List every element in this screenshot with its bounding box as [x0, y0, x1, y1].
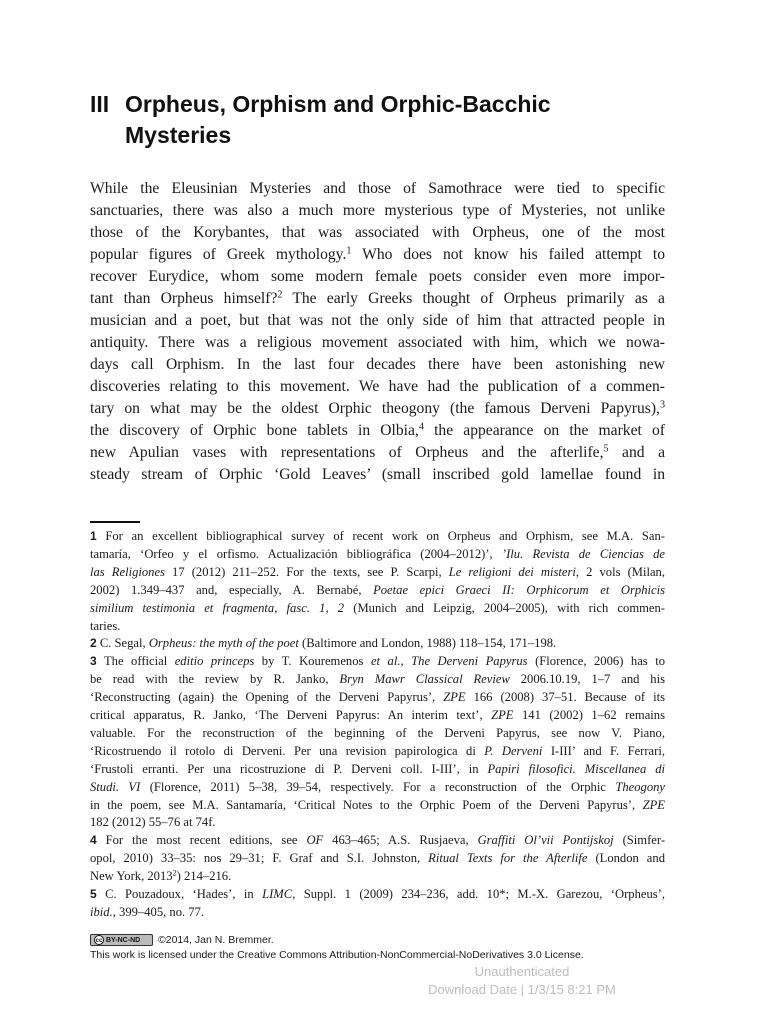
chapter-title-line-1: Orpheus, Orphism and Orphic-Bacchic: [125, 91, 551, 117]
body-line: new Apulian vases with representations of Orpheus and the afterlife,$^5$ and a: [90, 443, 666, 461]
download-watermark: [418, 963, 626, 999]
footnote-line: New York, 2013$^2$) 214–216.: [90, 868, 232, 884]
cc-license-badge: [90, 934, 153, 946]
footnote-line: 2 C. Segal, Orpheus: the myth of the poet (Baltimore and London, 1988) 118–154, 171–198.: [90, 636, 557, 651]
footnote-line: ‘Reconstructing (again) the Opening of the Derveni Papyrus’, ZPE 166 (2008) 37–51. Because of its: [90, 690, 665, 705]
footnote-line: tamaría, ‘Orfeo y el orfismo. Actualización bibliográfica (2004–2012)’, ’Ilu. Revista de Ciencias de: [90, 546, 666, 561]
watermark-line-1: Unauthenticated: [474, 964, 570, 979]
footnote-line: las Religiones 17 (2012) 211–252. For the texts, see P. Scarpi, Le religioni dei misteri, 2 vols (Milan,: [90, 564, 665, 579]
body-line: antiquity. There was a religious movement associated with him, which we nowa-: [90, 334, 665, 351]
cc-badge-text: BY-NC-ND: [105, 937, 141, 944]
footnote-line: Studi. VI (Florence, 2011) 5–38, 39–54, respectively. For a reconstruction of the Orphic Theogony: [90, 779, 665, 794]
footnote-line: taries.: [90, 618, 121, 633]
body-line: While the Eleusinian Mysteries and those of Samothrace were tied to specific: [90, 180, 665, 197]
watermark-line-2: Download Date | 1/3/15 8:21 PM: [428, 982, 616, 997]
cc-icon: cc: [94, 935, 104, 945]
footnote-line: 1 For an excellent bibliographical survey of recent work on Orpheus and Orphism, see M.A. San-: [90, 529, 665, 543]
body-line: tant than Orpheus himself?$^2$ The early Greeks thought of Orpheus primarily as a: [90, 289, 665, 307]
footnote-line: be read with the review by R. Janko, Bryn Mawr Classical Review 2006.10.19, 1–7 and his: [90, 672, 665, 687]
body-line: steady stream of Orphic ‘Gold Leaves’ (small inscribed gold lamellae found in: [90, 466, 665, 483]
footnote-line: ibid., 399–405, no. 77.: [90, 904, 205, 919]
body-line: tary on what may be the oldest Orphic theogony (the famous Derveni Papyrus),$^3$: [90, 399, 665, 417]
footnote-line: 3 The official editio princeps by T. Kouremenos et al., The Derveni Papyrus (Florence, 2006) has to: [90, 654, 665, 669]
body-line: the discovery of Orphic bone tablets in Olbia,$^4$ the appearance on the market of: [90, 421, 666, 439]
body-line: sanctuaries, there was also a much more mysterious type of Mysteries, not unlike: [90, 202, 665, 219]
copyright-notice: ©2014, Jan N. Bremmer.: [158, 934, 274, 946]
chapter-title-line-2: Mysteries: [125, 122, 232, 148]
chapter-number: III: [90, 91, 110, 117]
footnote-line: critical apparatus, R. Janko, ‘The Derveni Papyrus: An interim text’, ZPE 141 (2002) 1–62 remains: [90, 708, 665, 722]
body-line: discoveries relating to this movement. We have had the publication of a commen-: [90, 378, 665, 395]
footnote-line: similium testimonia et fragmenta, fasc. 1, 2 (Munich and Leipzig, 2004–2005), with rich commen-: [90, 600, 665, 615]
footnote-line: valuable. For the reconstruction of the beginning of the Derveni Papyrus, see now V. Piano,: [90, 725, 665, 740]
body-line: musician and a poet, but that was not the only side of him that attracted people in: [90, 312, 665, 329]
body-line: days call Orphism. In the last four decades there have been astonishing new: [90, 356, 665, 373]
footnote-line: 2002) 1.349–437 and, especially, A. Bernabé, Poetae epici Graeci II: Orphicorum et Orphicis: [90, 582, 665, 597]
body-line: popular figures of Greek mythology.$^1$ Who does not know his failed attempt to: [90, 245, 665, 263]
footnote-line: in the poem, see M.A. Santamaría, ‘Critical Notes to the Orphic Poem of the Derveni Papyrus’, ZPE: [90, 797, 665, 812]
footnote-line: 182 (2012) 55–76 at 74f.: [90, 815, 216, 830]
body-line: recover Eurydice, whom some modern female poets consider even more impor-: [90, 268, 665, 285]
license-text: This work is licensed under the Creative Commons Attribution-NonCommercial-NoDerivatives 3.0 License.: [90, 949, 584, 961]
footnote-line: opol, 2010) 33–35: nos 29–31; F. Graf and S.I. Johnston, Ritual Texts for the Afterlife (London and: [90, 851, 665, 866]
footnote-line: 5 C. Pouzadoux, ‘Hades’, in LIMC, Suppl. 1 (2009) 234–236, add. 10*; M.-X. Garezou, ‘Orpheus’,: [90, 887, 665, 901]
footnote-line: 4 For the most recent editions, see OF 463–465; A.S. Rusjaeva, Graffiti Ol’vii Pontijskoj (Simfer-: [90, 833, 666, 848]
footnote-line: ‘Ricostruendo il rotolo di Derveni. Per una revision papirologica di P. Derveni I-III’ and F. Ferrari,: [90, 743, 665, 758]
footnote-line: ‘Frustoli erranti. Per una ricostruzione di P. Derveni coll. I-III’, in Papiri filosofici. Miscellanea di: [90, 761, 665, 776]
footnote-separator: [90, 521, 140, 523]
body-line: those of the Korybantes, that was associated with Orpheus, one of the most: [90, 224, 665, 241]
